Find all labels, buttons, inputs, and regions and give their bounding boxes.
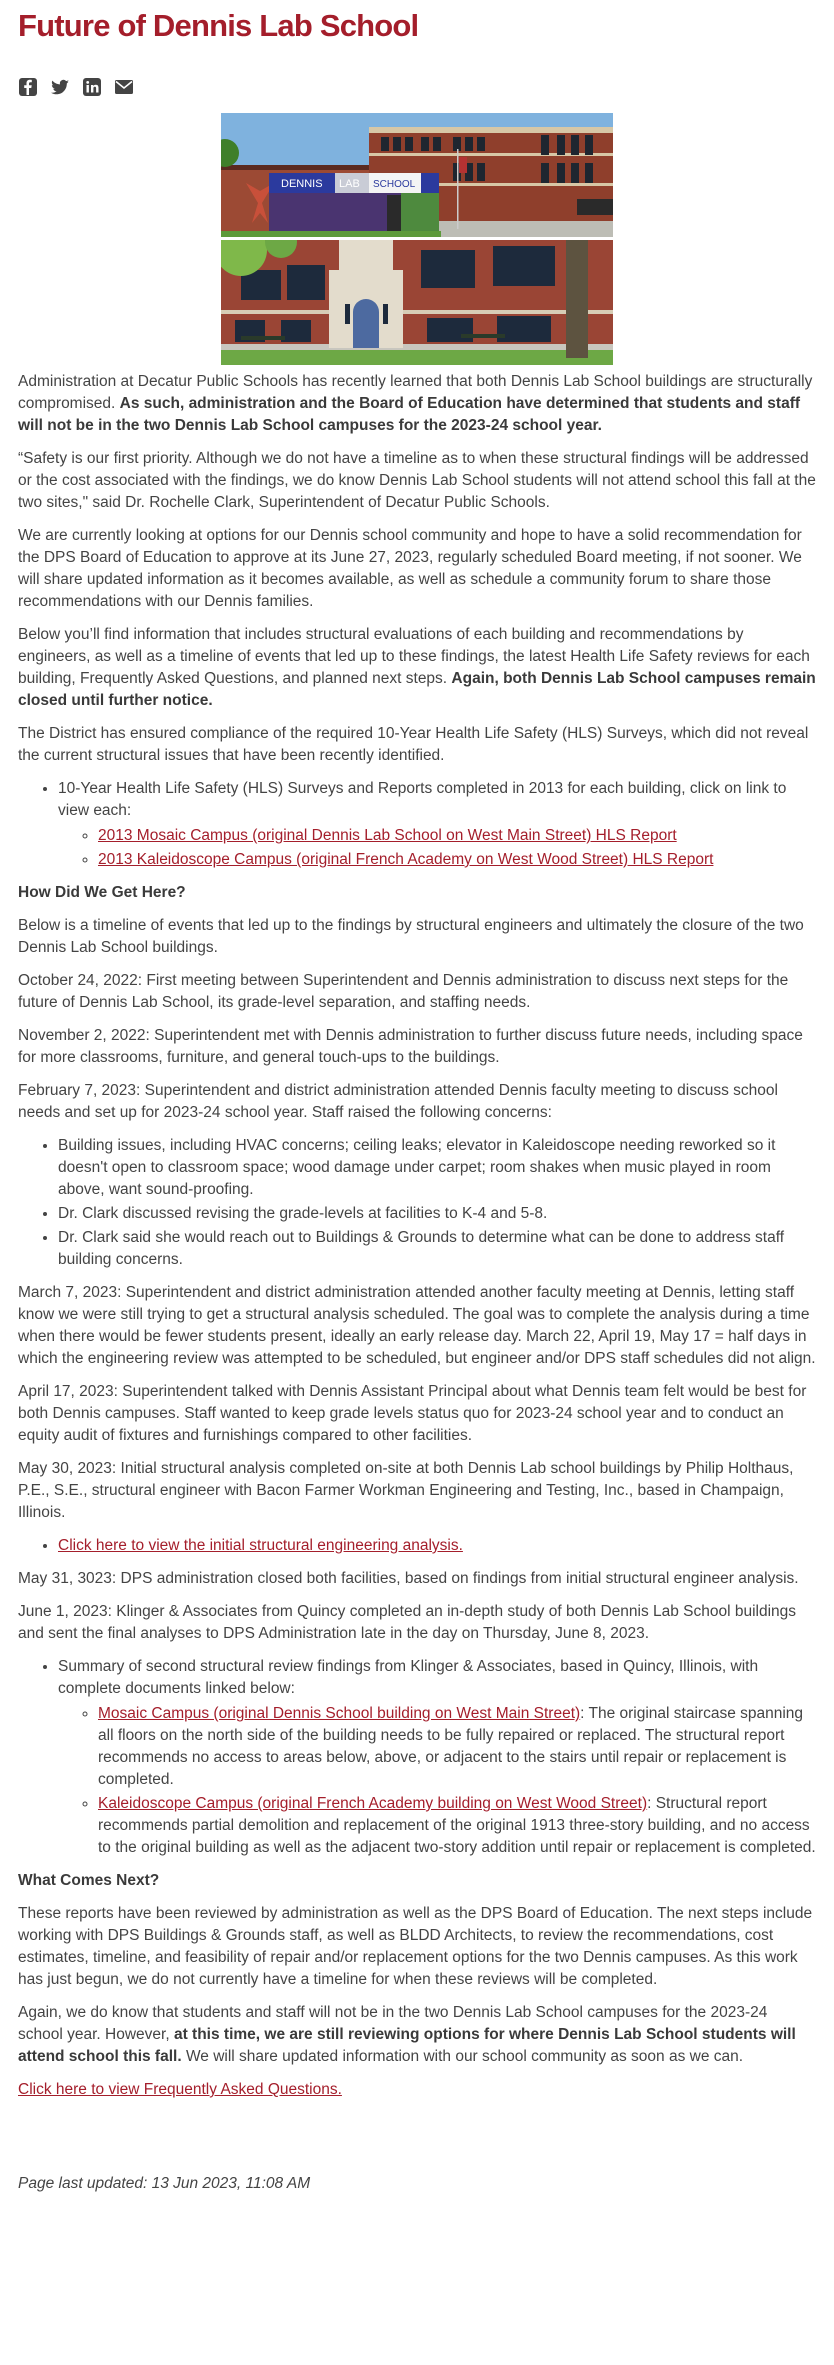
share-bar	[18, 76, 816, 98]
list-item	[98, 849, 816, 871]
overview-paragraph: Below you’ll find information that includes structural evaluations of each building and recommendations by engineers, as well as a timeline of events that led up to these findings, the latest Health Life Safety reviews for each building, Frequently Asked Questions, and planned next steps. Again, both Dennis Lab School campuses remain closed until further notice.	[18, 626, 816, 709]
page-title: Future of Dennis Lab School	[18, 8, 419, 43]
kaleidoscope-hls-report-link[interactable]: 2013 Kaleidoscope Campus (original French Academy on West Wood Street) HLS Report	[98, 851, 714, 868]
twitter-icon[interactable]	[50, 77, 70, 97]
svg-text:DENNIS: DENNIS	[281, 178, 323, 190]
hls-list	[18, 778, 816, 871]
list-item: ◦ Mosaic Campus (original Dennis School building on West Main Street): The original staircase spanning all floors on the north side of the building needs to be fully repaired or replaced. The structural report recommends no access to areas below, above, or adjacent to the stairs until repair or replacement is completed.	[98, 1703, 816, 1791]
kaleidoscope-campus-photo	[221, 240, 613, 365]
initial-analysis-link[interactable]: Click here to view the initial structural engineering analysis.	[58, 1537, 463, 1554]
initial-analysis-list	[18, 1535, 816, 1557]
next-steps-heading: What Comes Next?	[18, 1872, 160, 1889]
hero-image	[221, 113, 613, 365]
staff-concerns-list	[18, 1135, 816, 1271]
list-item: • 10-Year Health Life Safety (HLS) Surveys and Reports completed in 2013 for each building, click on link to view each: ◦ 2013 Mosaic Campus (original Dennis Lab School on West Main Street) HLS Report ◦ 2013 Kaleidoscope Campus (original French Academy on West Wood Street) HLS Report	[58, 778, 816, 871]
closure-announcement: As such, administration and the Board of Education have determined that students and staff will not be in the two Dennis Lab School campuses for the 2023-24 school year.	[18, 395, 801, 434]
fall-plans-notice: at this time, we are still reviewing options for where Dennis Lab School students will attend school this fall.	[18, 2026, 796, 2065]
list-item: • Building issues, including HVAC concerns; ceiling leaks; elevator in Kaleidoscope needing reworked so it doesn't open to classroom space; wood damage under carpet; room shakes when music played in room above, want sound-proofing.	[58, 1135, 816, 1201]
facebook-icon[interactable]	[18, 77, 38, 97]
timeline-entry-feb-2023: February 7, 2023: Superintendent and district administration attended Dennis faculty meeting to discuss school needs and set up for 2023-24 school year. Staff raised the following concerns:	[18, 1082, 778, 1121]
list-item: • Summary of second structural review findings from Klinger & Associates, based in Quincy, Illinois, with complete documents linked below: ◦ Mosaic Campus (original Dennis School building on West Main Street): The original staircase spanning all floors on the north side of the building needs to be fully repaired or replaced. The structural report recommends no access to areas below, above, or adjacent to the stairs until repair or replacement is completed. ◦ Kaleidoscope Campus (original French Academy building on West Wood Street): Structural report recommends partial demolition and replacement of the original 1913 three-story building, and no access to the original building as well as the adjacent two-story addition until repair or replacement is completed.	[58, 1656, 816, 1859]
mosaic-campus-photo	[221, 113, 613, 237]
list-item: • Dr. Clark discussed revising the grade-levels at facilities to K-4 and 5-8.	[58, 1203, 816, 1225]
timeline-entry-nov-2022: November 2, 2022: Superintendent met with Dennis administration to further discuss future needs, including space for more classrooms, furniture, and general touch-ups to the buildings.	[18, 1027, 803, 1066]
timeline-entry-oct-2022: October 24, 2022: First meeting between Superintendent and Dennis administration to discuss next steps for the future of Dennis Lab School, its grade-level separation, and staffing needs.	[18, 972, 789, 1011]
list-item	[98, 825, 816, 847]
linkedin-icon[interactable]	[82, 77, 102, 97]
svg-text:SCHOOL: SCHOOL	[373, 179, 416, 190]
mosaic-campus-report-link[interactable]: Mosaic Campus (original Dennis School building on West Main Street)	[98, 1705, 581, 1722]
list-item: ◦ Kaleidoscope Campus (original French Academy building on West Wood Street): Structural report recommends partial demolition and replacement of the original 1913 three-story building, and no access to the original building as well as the adjacent two-story addition until repair or replacement is completed.	[98, 1793, 816, 1859]
intro-paragraph: Administration at Decatur Public Schools has recently learned that both Dennis Lab School buildings are structurally compromised. As such, administration and the Board of Education have determined that students and staff will not be in the two Dennis Lab School campuses for the 2023-24 school year.	[18, 373, 813, 434]
timeline-entry-apr-2023: April 17, 2023: Superintendent talked with Dennis Assistant Principal about what Dennis team felt would be best for both Dennis campuses. Staff wanted to keep grade levels status quo for 2023-24 school year and to conduct an equity audit of fixtures and furnishings compared to other facilities.	[18, 1383, 807, 1444]
timeline-entry-may-30-2023: May 30, 2023: Initial structural analysis completed on-site at both Dennis Lab school buildings by Philip Holthaus, P.E., S.E., structural engineer with Bacon Farmer Workman Engineering and Testing, Inc., based in Champaign, Illinois.	[18, 1460, 794, 1521]
next-steps-paragraph: These reports have been reviewed by administration as well as the DPS Board of Education. The next steps include working with DPS Buildings & Grounds staff, as well as BLDD Architects, to review the recommendations, cost estimates, timeline, and feasibility of repair and/or replacement options for the two Dennis campuses. As this work has just begun, we do not currently have a timeline for when these reviews will be completed.	[18, 1905, 813, 1988]
email-icon[interactable]	[114, 77, 134, 97]
list-item: • Dr. Clark said she would reach out to Buildings & Grounds to determine what can be done to address staff building concerns.	[58, 1227, 816, 1271]
timeline-entry-mar-2023: March 7, 2023: Superintendent and district administration attended another faculty meeting at Dennis, letting staff know we were still trying to get a structural analysis scheduled. The goal was to complete the analysis during a time when there would be fewer students present, ideally an early release day. March 22, April 19, May 17 = half days in which the engineering review was attempted to be scheduled, but engineer and/or DPS staff schedules did not align.	[18, 1284, 816, 1367]
timeline-entry-may-31: May 31, 3023: DPS administration closed both facilities, based on findings from initial structural engineer analysis.	[18, 1570, 799, 1587]
fall-plans-paragraph: Again, we do know that students and staff will not be in the two Dennis Lab School campuses for the 2023-24 school year. However, at this time, we are still reviewing options for where Dennis Lab School students will attend school this fall. We will share updated information with our school community as soon as we can.	[18, 2004, 796, 2065]
last-updated: Page last updated: 13 Jun 2023, 11:08 AM	[18, 2175, 311, 2192]
options-paragraph: We are currently looking at options for our Dennis school community and hope to have a solid recommendation for the DPS Board of Education to approve at its June 27, 2023, regularly scheduled Board meeting, if not sooner. We will share updated information as it becomes available, as well as schedule a community forum to share those recommendations with our Dennis families.	[18, 527, 802, 610]
timeline-intro: Below is a timeline of events that led up to the findings by structural engineers and ultimately the closure of the two Dennis Lab School buildings.	[18, 917, 804, 956]
kaleidoscope-campus-report-link[interactable]: Kaleidoscope Campus (original French Academy building on West Wood Street)	[98, 1795, 648, 1812]
mosaic-hls-report-link[interactable]: 2013 Mosaic Campus (original Dennis Lab School on West Main Street) HLS Report	[98, 827, 677, 844]
faq-paragraph	[18, 2079, 816, 2101]
second-review-list	[18, 1656, 816, 1859]
faq-link[interactable]: Click here to view Frequently Asked Questions.	[18, 2081, 342, 2098]
svg-text:LAB: LAB	[339, 178, 360, 190]
list-item	[58, 1535, 816, 1557]
hls-compliance-paragraph: The District has ensured compliance of the required 10-Year Health Life Safety (HLS) Surveys, which did not reveal the current structural issues that have been recently identified.	[18, 725, 809, 764]
closed-notice: Again, both Dennis Lab School campuses remain closed until further notice.	[18, 670, 816, 709]
timeline-heading: How Did We Get Here?	[18, 884, 186, 901]
timeline-entry-jun-2023: June 1, 2023: Klinger & Associates from Quincy completed an in-depth study of both Dennis Lab School buildings and sent the final analyses to DPS Administration late in the day on Thursday, June 8, 2023.	[18, 1603, 797, 1642]
superintendent-quote: “Safety is our first priority. Although we do not have a timeline as to when these structural findings will be addressed or the cost associated with the findings, we do know Dennis Lab School students will not attend school this fall at the two sites," said Dr. Rochelle Clark, Superintendent of Decatur Public Schools.	[18, 450, 816, 511]
